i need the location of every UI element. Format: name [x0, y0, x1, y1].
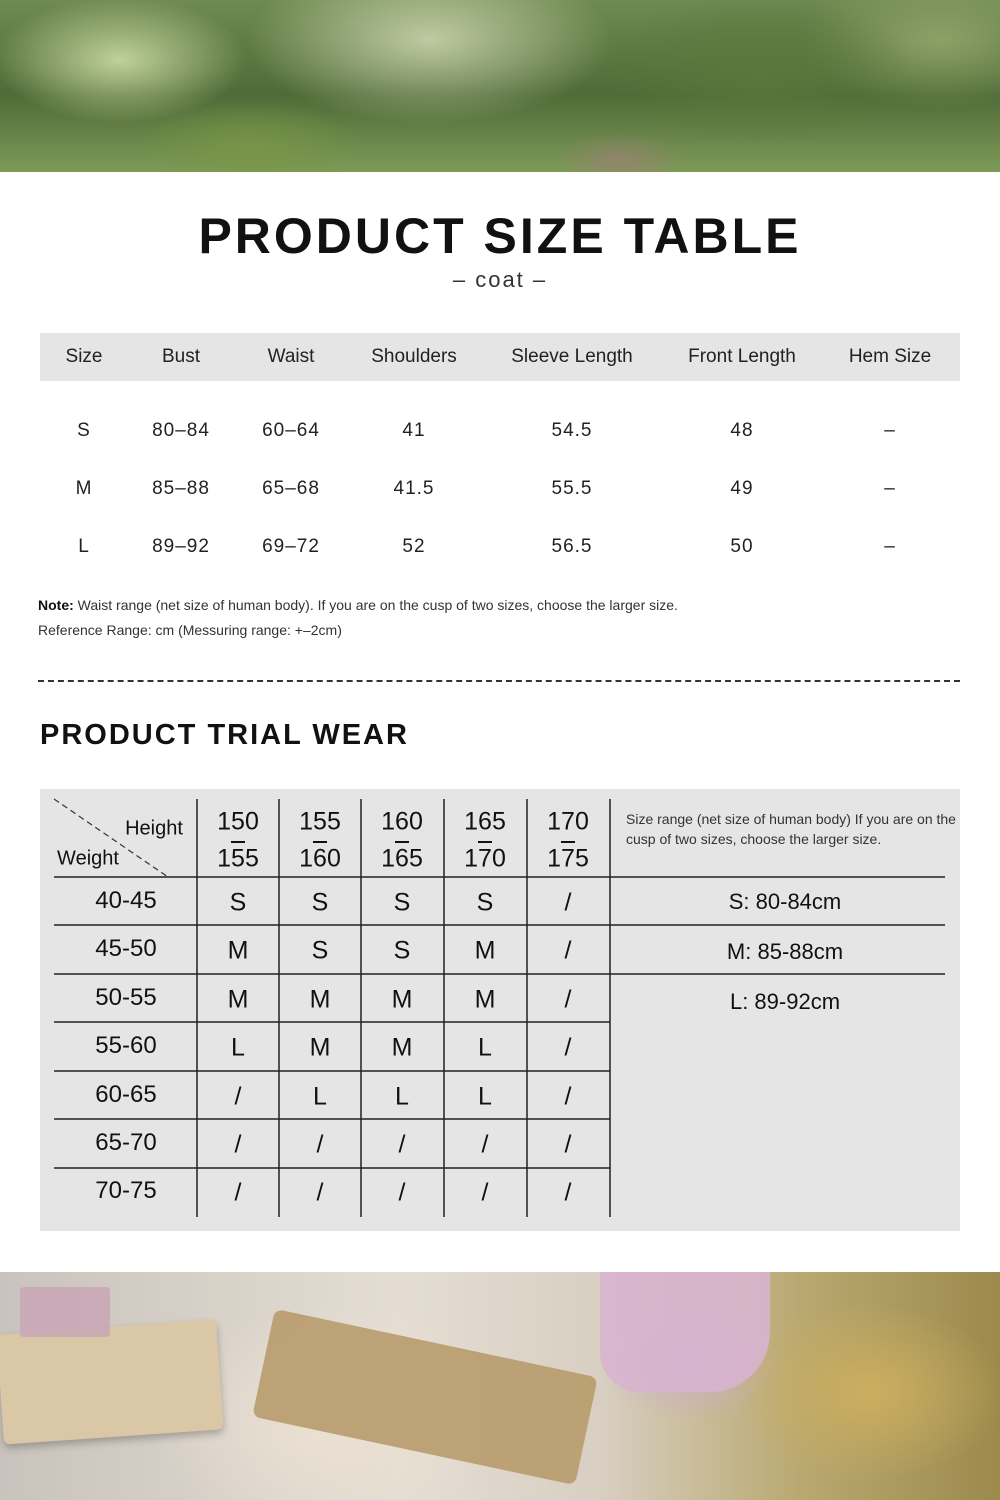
- weight-range-label: 45-50: [95, 935, 157, 962]
- recommended-size-cell: /: [234, 1130, 242, 1159]
- height-range-end: 165: [381, 844, 423, 873]
- recommended-size-cell: L: [478, 1082, 492, 1111]
- height-range-start: 150: [217, 807, 259, 836]
- note-label: Note:: [38, 597, 74, 613]
- recommended-size-cell: /: [316, 1130, 324, 1159]
- height-range-start: 170: [547, 807, 589, 836]
- weight-range-label: 60-65: [95, 1081, 157, 1108]
- book-image: [0, 1319, 224, 1444]
- recommended-size-cell: /: [398, 1130, 406, 1159]
- cell-front-length: 48: [730, 420, 754, 441]
- range-separator: [561, 841, 575, 843]
- recommended-size-cell: S: [229, 888, 247, 917]
- weight-range-label: 65-70: [95, 1129, 157, 1156]
- recommended-size-cell: /: [234, 1178, 242, 1207]
- range-separator: [478, 841, 492, 843]
- cell-size: L: [78, 536, 90, 557]
- recommended-size-cell: S: [476, 888, 494, 917]
- weight-range-label: 50-55: [95, 984, 157, 1011]
- section-divider: [38, 680, 960, 682]
- recommended-size-cell: M: [309, 985, 331, 1014]
- size-range-m: M: 85-88cm: [726, 939, 844, 964]
- utensil-pouch-image: [252, 1309, 598, 1485]
- size-range-l: L: 89-92cm: [729, 989, 841, 1014]
- cell-sleeve-length: 56.5: [551, 536, 593, 557]
- cell-bust: 85–88: [152, 478, 210, 499]
- recommended-size-cell: /: [398, 1178, 406, 1207]
- cell-shoulders: 41.5: [393, 478, 435, 499]
- height-range-start: 165: [464, 807, 506, 836]
- range-separator: [231, 841, 245, 843]
- note-text: Waist range (net size of human body). If you are on the cusp of two sizes, choose the larger size.: [77, 597, 678, 613]
- size-range-s: S: 80-84cm: [728, 889, 842, 914]
- column-header-front-length: Front Length: [688, 346, 796, 367]
- reference-range-note: Reference Range: cm (Messuring range: +–2cm): [38, 622, 342, 638]
- recommended-size-cell: L: [313, 1082, 327, 1111]
- recommended-size-cell: /: [316, 1178, 324, 1207]
- height-range-end: 160: [299, 844, 341, 873]
- cell-front-length: 50: [730, 536, 754, 557]
- recommended-size-cell: /: [564, 1178, 572, 1207]
- cell-sleeve-length: 55.5: [551, 478, 593, 499]
- column-header-hem-size: Hem Size: [848, 346, 932, 367]
- weight-range-label: 40-45: [95, 887, 157, 914]
- cell-shoulders: 52: [402, 536, 426, 557]
- recommended-size-cell: L: [231, 1033, 245, 1062]
- height-range-end: 155: [217, 844, 259, 873]
- recommended-size-cell: L: [395, 1082, 409, 1111]
- recommended-size-cell: M: [474, 936, 496, 965]
- column-header-bust: Bust: [161, 346, 201, 367]
- top-photo-banner: [0, 0, 1000, 172]
- recommended-size-cell: /: [564, 985, 572, 1014]
- cell-size: S: [77, 420, 91, 441]
- recommended-size-cell: M: [391, 1033, 413, 1062]
- recommended-size-cell: M: [391, 985, 413, 1014]
- height-range-end: 170: [464, 844, 506, 873]
- recommended-size-cell: L: [478, 1033, 492, 1062]
- height-range-start: 155: [299, 807, 341, 836]
- recommended-size-cell: M: [227, 936, 249, 965]
- column-header-waist: Waist: [267, 346, 315, 367]
- recommended-size-cell: /: [564, 888, 572, 917]
- range-separator: [395, 841, 409, 843]
- recommended-size-cell: S: [393, 888, 411, 917]
- size-note: [38, 597, 678, 613]
- weight-range-label: 70-75: [95, 1177, 157, 1204]
- column-header-sleeve-length: Sleeve Length: [511, 346, 633, 367]
- bottom-photo-banner: [0, 1272, 1000, 1500]
- recommended-size-cell: /: [564, 1033, 572, 1062]
- recommended-size-cell: S: [311, 888, 329, 917]
- recommended-size-cell: /: [481, 1178, 489, 1207]
- size-table-header: [40, 333, 960, 381]
- cell-waist: 65–68: [262, 478, 320, 499]
- recommended-size-cell: /: [564, 936, 572, 965]
- recommended-size-cell: M: [474, 985, 496, 1014]
- knit-sleeve-image: [600, 1272, 770, 1392]
- recommended-size-cell: S: [311, 936, 329, 965]
- height-range-start: 160: [381, 807, 423, 836]
- recommended-size-cell: /: [564, 1082, 572, 1111]
- weight-range-label: 55-60: [95, 1032, 157, 1059]
- column-header-shoulders: Shoulders: [371, 346, 457, 367]
- cell-hem-size: –: [884, 478, 896, 499]
- recommended-size-cell: S: [393, 936, 411, 965]
- recommended-size-cell: M: [309, 1033, 331, 1062]
- recommended-size-cell: /: [564, 1130, 572, 1159]
- recommended-size-cell: /: [234, 1082, 242, 1111]
- recommended-size-cell: /: [481, 1130, 489, 1159]
- weight-axis-label: Weight: [57, 847, 119, 870]
- cell-waist: 69–72: [262, 536, 320, 557]
- column-header-size: Size: [65, 346, 103, 367]
- range-separator: [313, 841, 327, 843]
- cell-hem-size: –: [884, 536, 896, 557]
- cell-sleeve-length: 54.5: [551, 420, 593, 441]
- recommended-size-cell: M: [227, 985, 249, 1014]
- cell-bust: 89–92: [152, 536, 210, 557]
- trial-wear-title: PRODUCT TRIAL WEAR: [40, 719, 409, 751]
- pink-object-image: [20, 1287, 110, 1337]
- cell-front-length: 49: [730, 478, 754, 499]
- height-axis-label: Height: [125, 817, 183, 840]
- size-chart-panel: [0, 172, 1000, 1272]
- cell-shoulders: 41: [402, 420, 426, 441]
- cell-hem-size: –: [884, 420, 896, 441]
- size-range-note: Size range (net size of human body) If you are on the cusp of two sizes, choose the larger size.: [626, 811, 956, 847]
- garment-subtitle: – coat –: [452, 267, 548, 292]
- cell-size: M: [75, 478, 93, 499]
- height-range-end: 175: [547, 844, 589, 873]
- trial-wear-table: [40, 789, 960, 1231]
- cell-bust: 80–84: [152, 420, 210, 441]
- page-title: PRODUCT SIZE TABLE: [198, 208, 802, 264]
- cell-waist: 60–64: [262, 420, 320, 441]
